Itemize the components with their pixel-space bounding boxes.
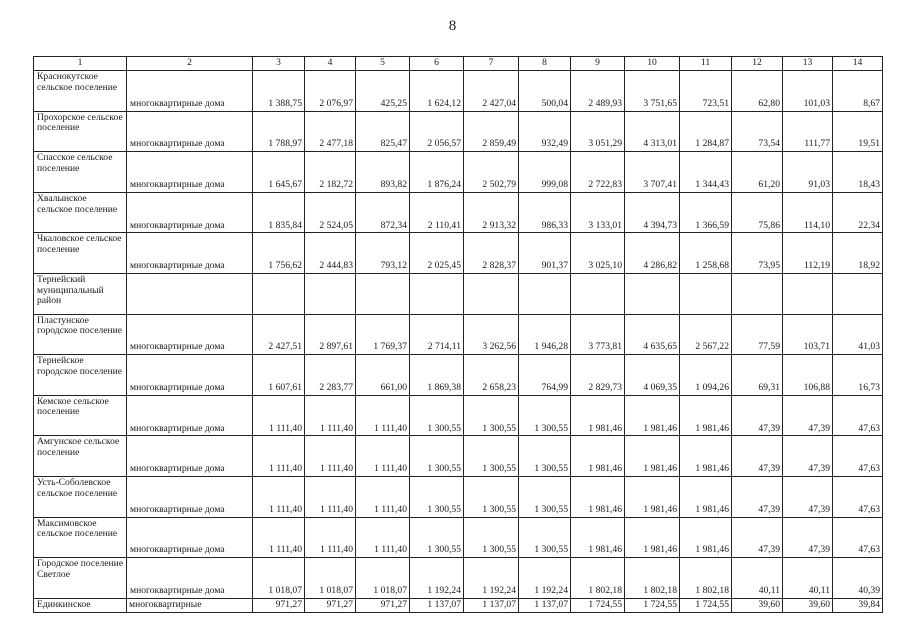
value-cell: 2 829,73 xyxy=(571,355,625,396)
value-cell: 1 094,26 xyxy=(680,355,732,396)
value-cell: 1 192,24 xyxy=(519,558,571,599)
value-cell: 1 284,87 xyxy=(680,111,732,152)
value-cell: 16,73 xyxy=(833,355,883,396)
column-header: 8 xyxy=(519,57,571,71)
value-cell: 1 137,07 xyxy=(519,598,571,612)
header-row xyxy=(34,57,883,71)
housing-type: многоквартирные дома xyxy=(127,233,253,274)
value-cell: 1 981,46 xyxy=(571,476,625,517)
value-cell: 1 981,46 xyxy=(680,436,732,477)
value-cell: 3 751,65 xyxy=(625,71,680,112)
value-cell: 971,27 xyxy=(305,598,356,612)
value-cell: 1 869,38 xyxy=(410,355,464,396)
value-cell: 1 137,07 xyxy=(464,598,519,612)
value-cell: 40,11 xyxy=(732,558,783,599)
value-cell: 47,63 xyxy=(833,517,883,558)
column-header: 10 xyxy=(625,57,680,71)
value-cell: 1 192,24 xyxy=(410,558,464,599)
page-number: 8 xyxy=(448,18,457,34)
table-row xyxy=(34,233,883,274)
value-cell: 1 300,55 xyxy=(519,395,571,436)
value-cell: 2 025,45 xyxy=(410,233,464,274)
value-cell: 1 111,40 xyxy=(356,517,410,558)
value-cell: 1 111,40 xyxy=(356,476,410,517)
value-cell: 1 300,55 xyxy=(464,517,519,558)
settlement-name: Амгунское сельское поселение xyxy=(34,436,127,477)
value-cell: 1 981,46 xyxy=(625,395,680,436)
value-cell: 1 344,43 xyxy=(680,152,732,193)
column-header: 14 xyxy=(833,57,883,71)
tariff-table xyxy=(33,56,883,613)
value-cell: 2 722,83 xyxy=(571,152,625,193)
value-cell: 77,59 xyxy=(732,314,783,355)
value-cell: 2 427,04 xyxy=(464,71,519,112)
value-cell: 1 300,55 xyxy=(410,436,464,477)
value-cell: 1 724,55 xyxy=(680,598,732,612)
column-header: 3 xyxy=(253,57,305,71)
value-cell: 1 111,40 xyxy=(253,476,305,517)
value-cell: 2 182,72 xyxy=(305,152,356,193)
value-cell: 101,03 xyxy=(783,71,833,112)
value-cell: 62,80 xyxy=(732,71,783,112)
value-cell: 73,95 xyxy=(732,233,783,274)
value-cell: 2 567,22 xyxy=(680,314,732,355)
settlement-name: Кемское сельское поселение xyxy=(34,395,127,436)
value-cell: 3 262,56 xyxy=(464,314,519,355)
table-row xyxy=(34,111,883,152)
settlement-name: Хвалынское сельское поселение xyxy=(34,192,127,233)
table-row xyxy=(34,476,883,517)
value-cell: 2 427,51 xyxy=(253,314,305,355)
housing-type: многоквартирные дома xyxy=(127,71,253,112)
settlement-name: Единкинское xyxy=(34,598,127,612)
housing-type: многоквартирные xyxy=(127,598,253,612)
value-cell: 971,27 xyxy=(356,598,410,612)
housing-type: многоквартирные дома xyxy=(127,395,253,436)
value-cell: 18,43 xyxy=(833,152,883,193)
value-cell: 999,08 xyxy=(519,152,571,193)
value-cell: 1 366,59 xyxy=(680,192,732,233)
value-cell: 2 828,37 xyxy=(464,233,519,274)
value-cell: 1 802,18 xyxy=(625,558,680,599)
value-cell: 1 388,75 xyxy=(253,71,305,112)
value-cell: 893,82 xyxy=(356,152,410,193)
value-cell: 18,92 xyxy=(833,233,883,274)
value-cell xyxy=(519,273,571,314)
table-row xyxy=(34,558,883,599)
value-cell: 1 876,24 xyxy=(410,152,464,193)
housing-type: многоквартирные дома xyxy=(127,558,253,599)
value-cell: 1 981,46 xyxy=(571,395,625,436)
value-cell: 1 724,55 xyxy=(625,598,680,612)
value-cell xyxy=(464,273,519,314)
value-cell: 1 300,55 xyxy=(410,476,464,517)
value-cell: 1 981,46 xyxy=(680,395,732,436)
value-cell: 1 111,40 xyxy=(305,517,356,558)
table-row xyxy=(34,436,883,477)
value-cell: 661,00 xyxy=(356,355,410,396)
value-cell: 4 313,01 xyxy=(625,111,680,152)
value-cell: 47,39 xyxy=(732,436,783,477)
settlement-name: Чкаловское сельское поселение xyxy=(34,233,127,274)
value-cell: 112,19 xyxy=(783,233,833,274)
value-cell: 1 607,61 xyxy=(253,355,305,396)
table-row xyxy=(34,395,883,436)
value-cell: 47,39 xyxy=(732,395,783,436)
value-cell: 1 018,07 xyxy=(305,558,356,599)
housing-type: многоквартирные дома xyxy=(127,152,253,193)
value-cell: 1 300,55 xyxy=(519,517,571,558)
value-cell: 47,63 xyxy=(833,476,883,517)
value-cell xyxy=(356,273,410,314)
column-header: 1 xyxy=(34,57,127,71)
table-row xyxy=(34,517,883,558)
value-cell: 425,25 xyxy=(356,71,410,112)
value-cell: 2 110,41 xyxy=(410,192,464,233)
value-cell: 1 300,55 xyxy=(410,395,464,436)
housing-type xyxy=(127,273,253,314)
housing-type: многоквартирные дома xyxy=(127,476,253,517)
column-header: 13 xyxy=(783,57,833,71)
value-cell: 91,03 xyxy=(783,152,833,193)
table-row xyxy=(34,273,883,314)
value-cell: 1 111,40 xyxy=(356,436,410,477)
settlement-name: Прохорское сельское поселение xyxy=(34,111,127,152)
value-cell: 1 788,97 xyxy=(253,111,305,152)
value-cell: 1 756,62 xyxy=(253,233,305,274)
value-cell: 39,84 xyxy=(833,598,883,612)
column-header: 6 xyxy=(410,57,464,71)
value-cell: 2 076,97 xyxy=(305,71,356,112)
value-cell: 8,67 xyxy=(833,71,883,112)
value-cell: 1 624,12 xyxy=(410,71,464,112)
value-cell: 47,63 xyxy=(833,436,883,477)
value-cell: 872,34 xyxy=(356,192,410,233)
value-cell: 4 394,73 xyxy=(625,192,680,233)
value-cell: 1 111,40 xyxy=(253,436,305,477)
value-cell: 1 018,07 xyxy=(253,558,305,599)
housing-type: многоквартирные дома xyxy=(127,355,253,396)
value-cell: 47,39 xyxy=(732,517,783,558)
value-cell: 1 946,28 xyxy=(519,314,571,355)
value-cell: 22,34 xyxy=(833,192,883,233)
value-cell: 1 981,46 xyxy=(571,517,625,558)
value-cell: 40,39 xyxy=(833,558,883,599)
value-cell: 1 300,55 xyxy=(519,436,571,477)
value-cell: 111,77 xyxy=(783,111,833,152)
value-cell: 2 658,23 xyxy=(464,355,519,396)
value-cell: 47,63 xyxy=(833,395,883,436)
value-cell xyxy=(571,273,625,314)
value-cell: 2 913,32 xyxy=(464,192,519,233)
column-header: 11 xyxy=(680,57,732,71)
value-cell xyxy=(732,273,783,314)
table-row xyxy=(34,314,883,355)
value-cell: 1 981,46 xyxy=(680,476,732,517)
value-cell: 47,39 xyxy=(783,436,833,477)
value-cell xyxy=(680,273,732,314)
settlement-name: Городское поселение Светлое xyxy=(34,558,127,599)
value-cell: 3 773,81 xyxy=(571,314,625,355)
value-cell: 986,33 xyxy=(519,192,571,233)
value-cell: 73,54 xyxy=(732,111,783,152)
value-cell: 2 056,57 xyxy=(410,111,464,152)
value-cell: 3 133,01 xyxy=(571,192,625,233)
value-cell: 69,31 xyxy=(732,355,783,396)
column-header: 2 xyxy=(127,57,253,71)
value-cell xyxy=(305,273,356,314)
value-cell: 764,99 xyxy=(519,355,571,396)
value-cell: 2 444,83 xyxy=(305,233,356,274)
value-cell: 1 137,07 xyxy=(410,598,464,612)
settlement-name: Краснокутское сельское поселение xyxy=(34,71,127,112)
column-header: 12 xyxy=(732,57,783,71)
value-cell xyxy=(253,273,305,314)
value-cell: 1 111,40 xyxy=(305,395,356,436)
value-cell: 2 524,05 xyxy=(305,192,356,233)
value-cell: 3 707,41 xyxy=(625,152,680,193)
value-cell: 39,60 xyxy=(732,598,783,612)
value-cell: 4 286,82 xyxy=(625,233,680,274)
value-cell: 1 769,37 xyxy=(356,314,410,355)
value-cell xyxy=(783,273,833,314)
value-cell: 1 981,46 xyxy=(625,476,680,517)
value-cell: 793,12 xyxy=(356,233,410,274)
value-cell: 1 645,67 xyxy=(253,152,305,193)
settlement-name: Пластунское городское поселение xyxy=(34,314,127,355)
value-cell: 1 111,40 xyxy=(305,476,356,517)
value-cell: 47,39 xyxy=(783,517,833,558)
value-cell: 1 192,24 xyxy=(464,558,519,599)
value-cell: 4 069,35 xyxy=(625,355,680,396)
value-cell: 1 300,55 xyxy=(410,517,464,558)
value-cell: 103,71 xyxy=(783,314,833,355)
value-cell: 825,47 xyxy=(356,111,410,152)
value-cell: 47,39 xyxy=(783,476,833,517)
table-row xyxy=(34,71,883,112)
value-cell: 2 859,49 xyxy=(464,111,519,152)
value-cell: 1 300,55 xyxy=(519,476,571,517)
value-cell: 19,51 xyxy=(833,111,883,152)
value-cell: 41,03 xyxy=(833,314,883,355)
settlement-name: Тернейское городское поселение xyxy=(34,355,127,396)
value-cell: 1 111,40 xyxy=(253,517,305,558)
value-cell: 1 724,55 xyxy=(571,598,625,612)
value-cell: 901,37 xyxy=(519,233,571,274)
column-header: 9 xyxy=(571,57,625,71)
value-cell: 75,86 xyxy=(732,192,783,233)
value-cell xyxy=(410,273,464,314)
value-cell: 500,04 xyxy=(519,71,571,112)
value-cell: 1 300,55 xyxy=(464,476,519,517)
value-cell: 47,39 xyxy=(783,395,833,436)
value-cell xyxy=(833,273,883,314)
column-header: 4 xyxy=(305,57,356,71)
value-cell: 114,10 xyxy=(783,192,833,233)
value-cell: 1 300,55 xyxy=(464,436,519,477)
settlement-name: Спасское сельское поселение xyxy=(34,152,127,193)
value-cell: 1 835,84 xyxy=(253,192,305,233)
table-row xyxy=(34,598,883,612)
value-cell: 1 981,46 xyxy=(625,436,680,477)
value-cell: 4 635,65 xyxy=(625,314,680,355)
value-cell: 932,49 xyxy=(519,111,571,152)
value-cell: 2 714,11 xyxy=(410,314,464,355)
value-cell: 2 477,18 xyxy=(305,111,356,152)
value-cell: 2 897,61 xyxy=(305,314,356,355)
housing-type: многоквартирные дома xyxy=(127,314,253,355)
table-row xyxy=(34,152,883,193)
value-cell: 39,60 xyxy=(783,598,833,612)
value-cell: 40,11 xyxy=(783,558,833,599)
housing-type: многоквартирные дома xyxy=(127,517,253,558)
value-cell: 1 111,40 xyxy=(356,395,410,436)
value-cell: 1 802,18 xyxy=(571,558,625,599)
housing-type: многоквартирные дома xyxy=(127,111,253,152)
value-cell: 1 981,46 xyxy=(680,517,732,558)
value-cell: 1 981,46 xyxy=(625,517,680,558)
housing-type: многоквартирные дома xyxy=(127,192,253,233)
settlement-name: Максимовское сельское поселение xyxy=(34,517,127,558)
table-row xyxy=(34,192,883,233)
value-cell: 61,20 xyxy=(732,152,783,193)
column-header: 5 xyxy=(356,57,410,71)
value-cell: 1 111,40 xyxy=(305,436,356,477)
value-cell: 3 025,10 xyxy=(571,233,625,274)
column-header: 7 xyxy=(464,57,519,71)
value-cell: 2 502,79 xyxy=(464,152,519,193)
value-cell: 971,27 xyxy=(253,598,305,612)
value-cell: 1 981,46 xyxy=(571,436,625,477)
value-cell: 106,88 xyxy=(783,355,833,396)
value-cell: 47,39 xyxy=(732,476,783,517)
value-cell: 1 258,68 xyxy=(680,233,732,274)
value-cell: 2 489,93 xyxy=(571,71,625,112)
value-cell xyxy=(625,273,680,314)
value-cell: 2 283,77 xyxy=(305,355,356,396)
value-cell: 1 802,18 xyxy=(680,558,732,599)
settlement-name: Усть-Соболевское сельское поселение xyxy=(34,476,127,517)
value-cell: 1 111,40 xyxy=(253,395,305,436)
value-cell: 1 300,55 xyxy=(464,395,519,436)
settlement-name: Тернейский муниципальный район xyxy=(34,273,127,314)
housing-type: многоквартирные дома xyxy=(127,436,253,477)
value-cell: 3 051,29 xyxy=(571,111,625,152)
value-cell: 1 018,07 xyxy=(356,558,410,599)
value-cell: 723,51 xyxy=(680,71,732,112)
table-row xyxy=(34,355,883,396)
